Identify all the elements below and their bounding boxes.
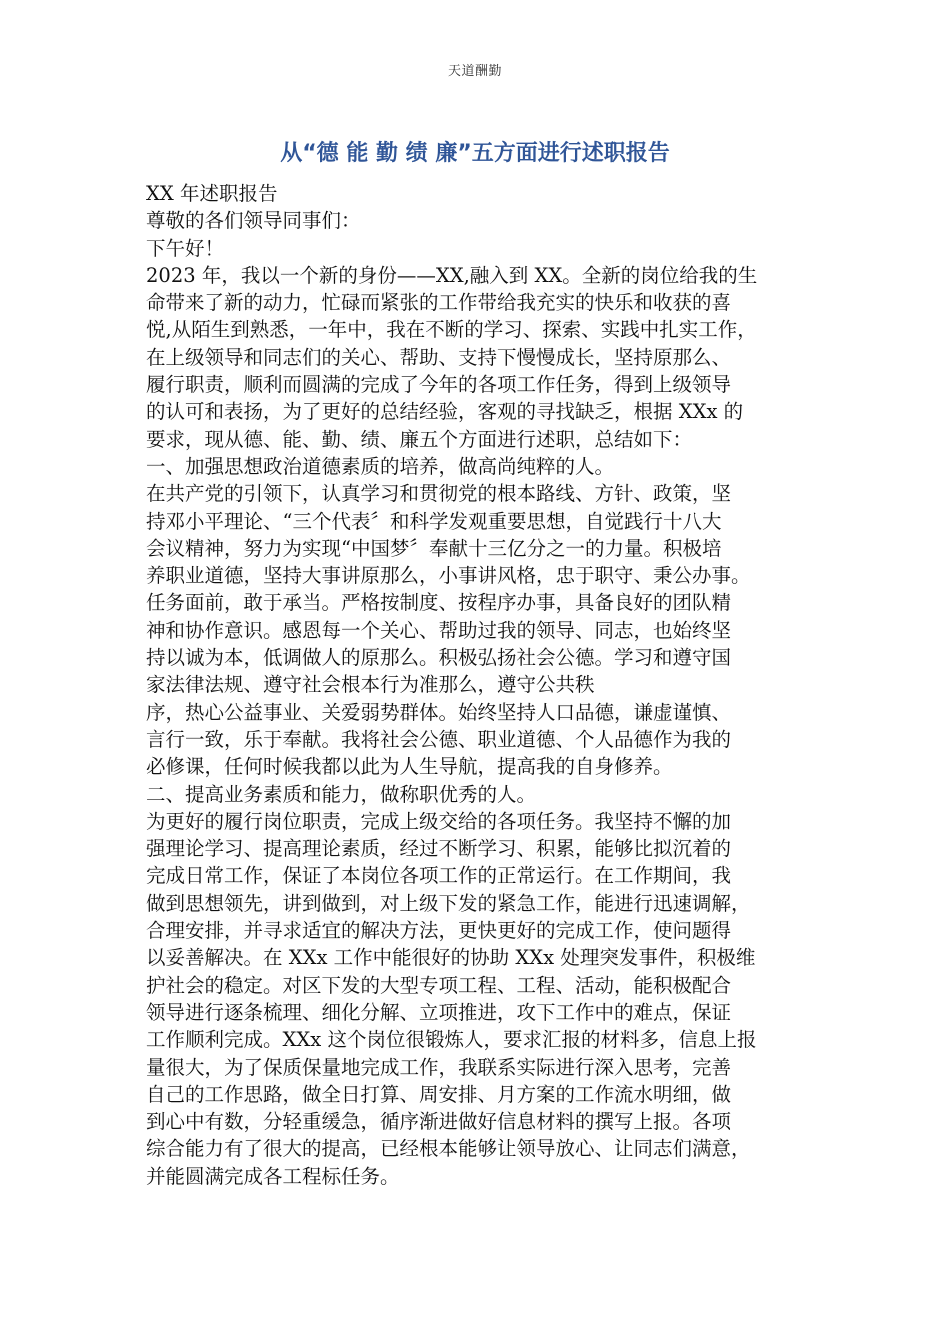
body-line: 做到思想领先，讲到做到，对上级下发的紧急工作，能进行迅速调解， xyxy=(146,891,751,915)
body-line: 命带来了新的动力，忙碌而紧张的工作带给我充实的快乐和收获的喜 xyxy=(146,291,732,315)
body-line: XX 年述职报告 xyxy=(146,182,278,205)
body-line: 合理安排，并寻求适宜的解决方法，更快更好的完成工作，使问题得 xyxy=(146,919,732,943)
document-title: 从“德 能 勤 绩 廉”五方面进行述职报告 xyxy=(280,141,670,166)
body-line: 到心中有数，分轻重缓急，循序渐进做好信息材料的撰写上报。各项 xyxy=(146,1110,732,1134)
body-line: 养职业道德，坚持大事讲原那么，小事讲风格，忠于职守、秉公办事。 xyxy=(146,564,751,588)
body-line: 一、加强思想政治道德素质的培养，做高尚纯粹的人。 xyxy=(146,454,615,478)
body-line: 要求，现从德、能、勤、绩、廉五个方面进行述职，总结如下： xyxy=(146,427,693,451)
body-line: 强理论学习、提高理论素质，经过不断学习、积累，能够比拟沉着的 xyxy=(146,837,732,861)
body-line: 为更好的履行岗位职责，完成上级交给的各项任务。我坚持不懈的加 xyxy=(146,809,732,833)
body-line: 持邓小平理论、“三个代表〞和科学发观重要思想，自觉践行十八大 xyxy=(146,509,722,533)
body-line: 完成日常工作，保证了本岗位各项工作的正常运行。在工作期间，我 xyxy=(146,864,732,888)
body-line: 工作顺利完成。XXx 这个岗位很锻炼人，要求汇报的材料多，信息上报 xyxy=(146,1028,757,1052)
body-line: 在共产党的引领下，认真学习和贯彻党的根本路线、方针、政策，坚 xyxy=(146,482,732,506)
body-line: 并能圆满完成各工程标任务。 xyxy=(146,1164,400,1188)
body-line: 尊敬的各们领导同事们： xyxy=(146,209,361,233)
body-line: 领导进行逐条梳理、细化分解、立项推进，攻下工作中的难点，保证 xyxy=(146,1000,732,1024)
body-line: 家法律法规、遵守社会根本行为准那么，遵守公共秩 xyxy=(146,673,595,697)
body-line: 任务面前，敢于承当。严格按制度、按程序办事，具备良好的团队精 xyxy=(146,591,732,615)
body-line: 悦,从陌生到熟悉，一年中，我在不断的学习、探索、实践中扎实工作， xyxy=(146,318,757,342)
body-line: 履行职责，顺利而圆满的完成了今年的各项工作任务，得到上级领导 xyxy=(146,373,732,397)
body-line: 自己的工作思路，做全日打算、周安排、月方案的工作流水明细，做 xyxy=(146,1082,732,1106)
body-line: 以妥善解决。在 XXx 工作中能很好的协助 XXx 处理突发事件，积极维 xyxy=(146,946,756,970)
body-line: 序，热心公益事业、关爱弱势群体。始终坚持人口品德，谦虚谨慎、 xyxy=(146,700,732,724)
body-line: 神和协作意识。感恩每一个关心、帮助过我的领导、同志，也始终坚 xyxy=(146,618,732,642)
body-line: 必修课，任何时候我都以此为人生导航，提高我的自身修养。 xyxy=(146,755,673,779)
document-body xyxy=(146,180,816,1190)
body-line: 护社会的稳定。对区下发的大型专项工程、工程、活动，能积极配合 xyxy=(146,973,732,997)
page-header: 天道酬勤 xyxy=(447,64,502,79)
body-line: 综合能力有了很大的提高，已经根本能够让领导放心、让同志们满意， xyxy=(146,1137,751,1161)
body-line: 下午好！ xyxy=(146,236,225,260)
body-line: 在上级领导和同志们的关心、帮助、支持下慢慢成长，坚持原那么、 xyxy=(146,345,732,369)
body-line: 持以诚为本，低调做人的原那么。积极弘扬社会公德。学习和遵守国 xyxy=(146,646,732,670)
body-line: 言行一致，乐于奉献。我将社会公德、职业道德、个人品德作为我的 xyxy=(146,727,732,751)
body-line: 的认可和表扬，为了更好的总结经验，客观的寻找缺乏，根据 XXx 的 xyxy=(146,400,744,424)
body-line: 二、提高业务素质和能力，做称职优秀的人。 xyxy=(146,782,537,806)
body-line: 会议精神，努力为实现“中国梦〞奉献十三亿分之一的力量。积极培 xyxy=(146,536,722,560)
body-line: 量很大，为了保质保量地完成工作，我联系实际进行深入思考，完善 xyxy=(146,1055,732,1079)
body-line: 2023 年，我以一个新的身份——XX,融入到 XX。全新的岗位给我的生 xyxy=(146,263,758,287)
